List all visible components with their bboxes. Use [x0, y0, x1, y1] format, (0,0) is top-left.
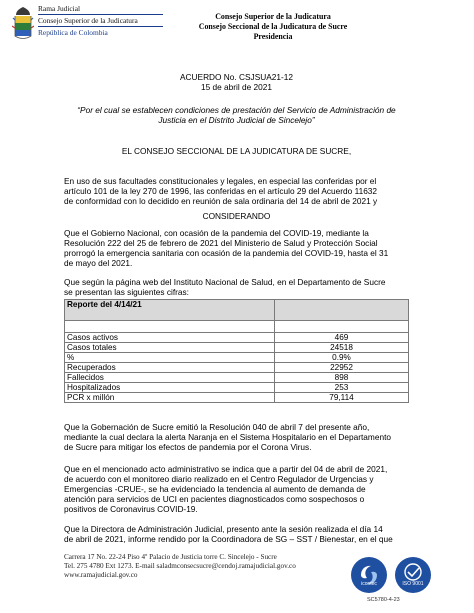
- text-line: de abril de 2021, informe rendido por la Coordinadora de SG – SST / Bienestar, en el que: [64, 534, 393, 544]
- text-line: se presentan las siguientes cifras:: [64, 287, 189, 297]
- text-line: Que la Gobernación de Sucre emitió la Resolución 040 de abril 7 del presente año,: [64, 422, 370, 432]
- logo-rule: [38, 26, 163, 27]
- footer-website: www.ramajudicial.gov.co: [64, 571, 138, 579]
- table-cell-value: 898: [275, 373, 409, 383]
- text-line: artículo 101 de la ley 270 de 1996, las conferidas en el artículo 29 del Acuerdo 11632: [64, 186, 378, 196]
- paragraph-gobernacion: [64, 422, 409, 452]
- table-cell: [275, 321, 409, 333]
- table-row: [65, 333, 409, 343]
- text-line: de conformidad con lo decidido en reunión de sala ordinaria del 14 de abril de 2021 y: [64, 196, 378, 206]
- council-heading: EL CONSEJO SECCIONAL DE LA JUDICATURA DE SUCRE,: [121, 146, 352, 156]
- table-cell-label: Casos activos: [65, 333, 275, 343]
- text-line: Que según la página web del Instituto Nacional de Salud, en el Departamento de Sucre: [64, 277, 386, 287]
- considerando-heading: CONSIDERANDO: [202, 211, 271, 221]
- text-line: prorrogó la emergencia sanitaria con ocasión de la pandemia del COVID-19, hasta el 31: [64, 248, 389, 258]
- table-cell-value: 0.9%: [275, 353, 409, 363]
- footer-address: Carrera 17 No. 22-24 Piso 4º Palacio de Justicia torre C. Sincelejo - Sucre: [64, 553, 277, 561]
- table-cell-label: Hospitalizados: [65, 383, 275, 393]
- table-header-cell-empty: [275, 300, 409, 321]
- badge-label: ISO 9001: [402, 581, 424, 587]
- paragraph-ins: [64, 277, 409, 297]
- table-row: [65, 393, 409, 403]
- icontec-mark-icon: [351, 557, 387, 593]
- organization-heading: [158, 12, 388, 42]
- table-row: [65, 383, 409, 393]
- table-row: [65, 363, 409, 373]
- paragraph-gobierno: [64, 228, 409, 268]
- table-cell-value: 253: [275, 383, 409, 393]
- iso-9001-badge-icon: [395, 557, 431, 593]
- text-line: mediante la cual declara la alerta Naranja en el Sistema Hospitalario en el Departamento: [64, 432, 391, 442]
- table-row: [65, 343, 409, 353]
- rama-judicial-logo: [12, 4, 162, 48]
- text-line: de Sucre para mitigar los efectos de pandemia por el Corona Virus.: [64, 442, 312, 452]
- acuerdo-number: ACUERDO No. CSJSUA21-12: [180, 72, 293, 82]
- table-cell-label: Fallecidos: [65, 373, 275, 383]
- footer-email: Tel. 275 4780 Ext 1273. E-mail saladmconsecsucre@cendoj.ramajudicial.gov.co: [64, 562, 296, 570]
- table-header-row: [65, 300, 409, 321]
- text-line: Que en el mencionado acto administrativo se indica que a partir del 04 de abril de 2021,: [64, 464, 388, 474]
- text-line: positivos de Coronavirus COVID-19.: [64, 504, 198, 514]
- table-cell-value: 469: [275, 333, 409, 343]
- iso-mark-icon: [395, 557, 431, 593]
- subtitle-line: “Por el cual se establecen condiciones de prestación del Servicio de Administración de: [77, 105, 396, 115]
- table-row: [65, 321, 409, 333]
- colombia-crest-icon: [12, 6, 34, 42]
- text-line: atención para servicios de UCI en pacientes diagnosticados como sospechosos o: [64, 494, 365, 504]
- logo-line-1: Rama Judicial: [38, 4, 81, 13]
- table-cell-value: 24518: [275, 343, 409, 353]
- acuerdo-title: [64, 72, 409, 92]
- org-line-2: Consejo Seccional de la Judicatura de Sucre: [198, 22, 348, 31]
- table-cell-label: Recuperados: [65, 363, 275, 373]
- org-line-1: Consejo Superior de la Judicatura: [215, 12, 331, 21]
- text-line: de acuerdo con el monitoreo diario realizado en el Centro Regulador de Urgencias y: [64, 474, 374, 484]
- org-line-3: Presidencia: [253, 32, 293, 41]
- text-line: Que la Directora de Administración Judicial, presento ante la sesión realizada el día 14: [64, 524, 383, 534]
- text-line: Resolución 222 del 25 de febrero de 2021 del Ministerio de Salud y Protección Social: [64, 238, 378, 248]
- text-line: de mayo del 2021.: [64, 258, 133, 268]
- table-row: [65, 373, 409, 383]
- table-header-cell: Reporte del 4/14/21: [65, 300, 275, 321]
- logo-rule: [38, 14, 163, 15]
- logo-line-2: Consejo Superior de la Judicatura: [38, 16, 138, 25]
- table-cell-label: PCR x millón: [65, 393, 275, 403]
- paragraph-facultades: [64, 176, 409, 206]
- footer-contact: [64, 553, 296, 580]
- text-line: Que el Gobierno Nacional, con ocasión de la pandemia del COVID-19, mediante la: [64, 228, 369, 238]
- certificate-code: SC5780-4-23: [367, 597, 400, 603]
- paragraph-directora: [64, 524, 409, 544]
- table-cell-label: %: [65, 353, 275, 363]
- table-cell-value: 22952: [275, 363, 409, 373]
- icontec-badge-icon: [351, 557, 387, 593]
- text-line: En uso de sus facultades constitucionales y legales, en especial las conferidas por el: [64, 176, 377, 186]
- table-cell: [65, 321, 275, 333]
- covid-stats-table: [64, 299, 409, 403]
- acuerdo-subtitle: [64, 105, 409, 125]
- table-cell-label: Casos totales: [65, 343, 275, 353]
- subtitle-line: Justicia en el Distrito Judicial de Sincelejo”: [158, 115, 315, 125]
- badge-label: icontec: [361, 581, 377, 587]
- acuerdo-date: 15 de abril de 2021: [200, 82, 273, 92]
- certification-badges: [337, 557, 441, 607]
- paragraph-crue: [64, 464, 409, 514]
- table-cell-value: 79,114: [275, 393, 409, 403]
- logo-line-3: República de Colombia: [38, 28, 108, 37]
- table-row: [65, 353, 409, 363]
- text-line: Emergencias -CRUE-, se ha evidenciado la tendencia al aumento de demanda de: [64, 484, 366, 494]
